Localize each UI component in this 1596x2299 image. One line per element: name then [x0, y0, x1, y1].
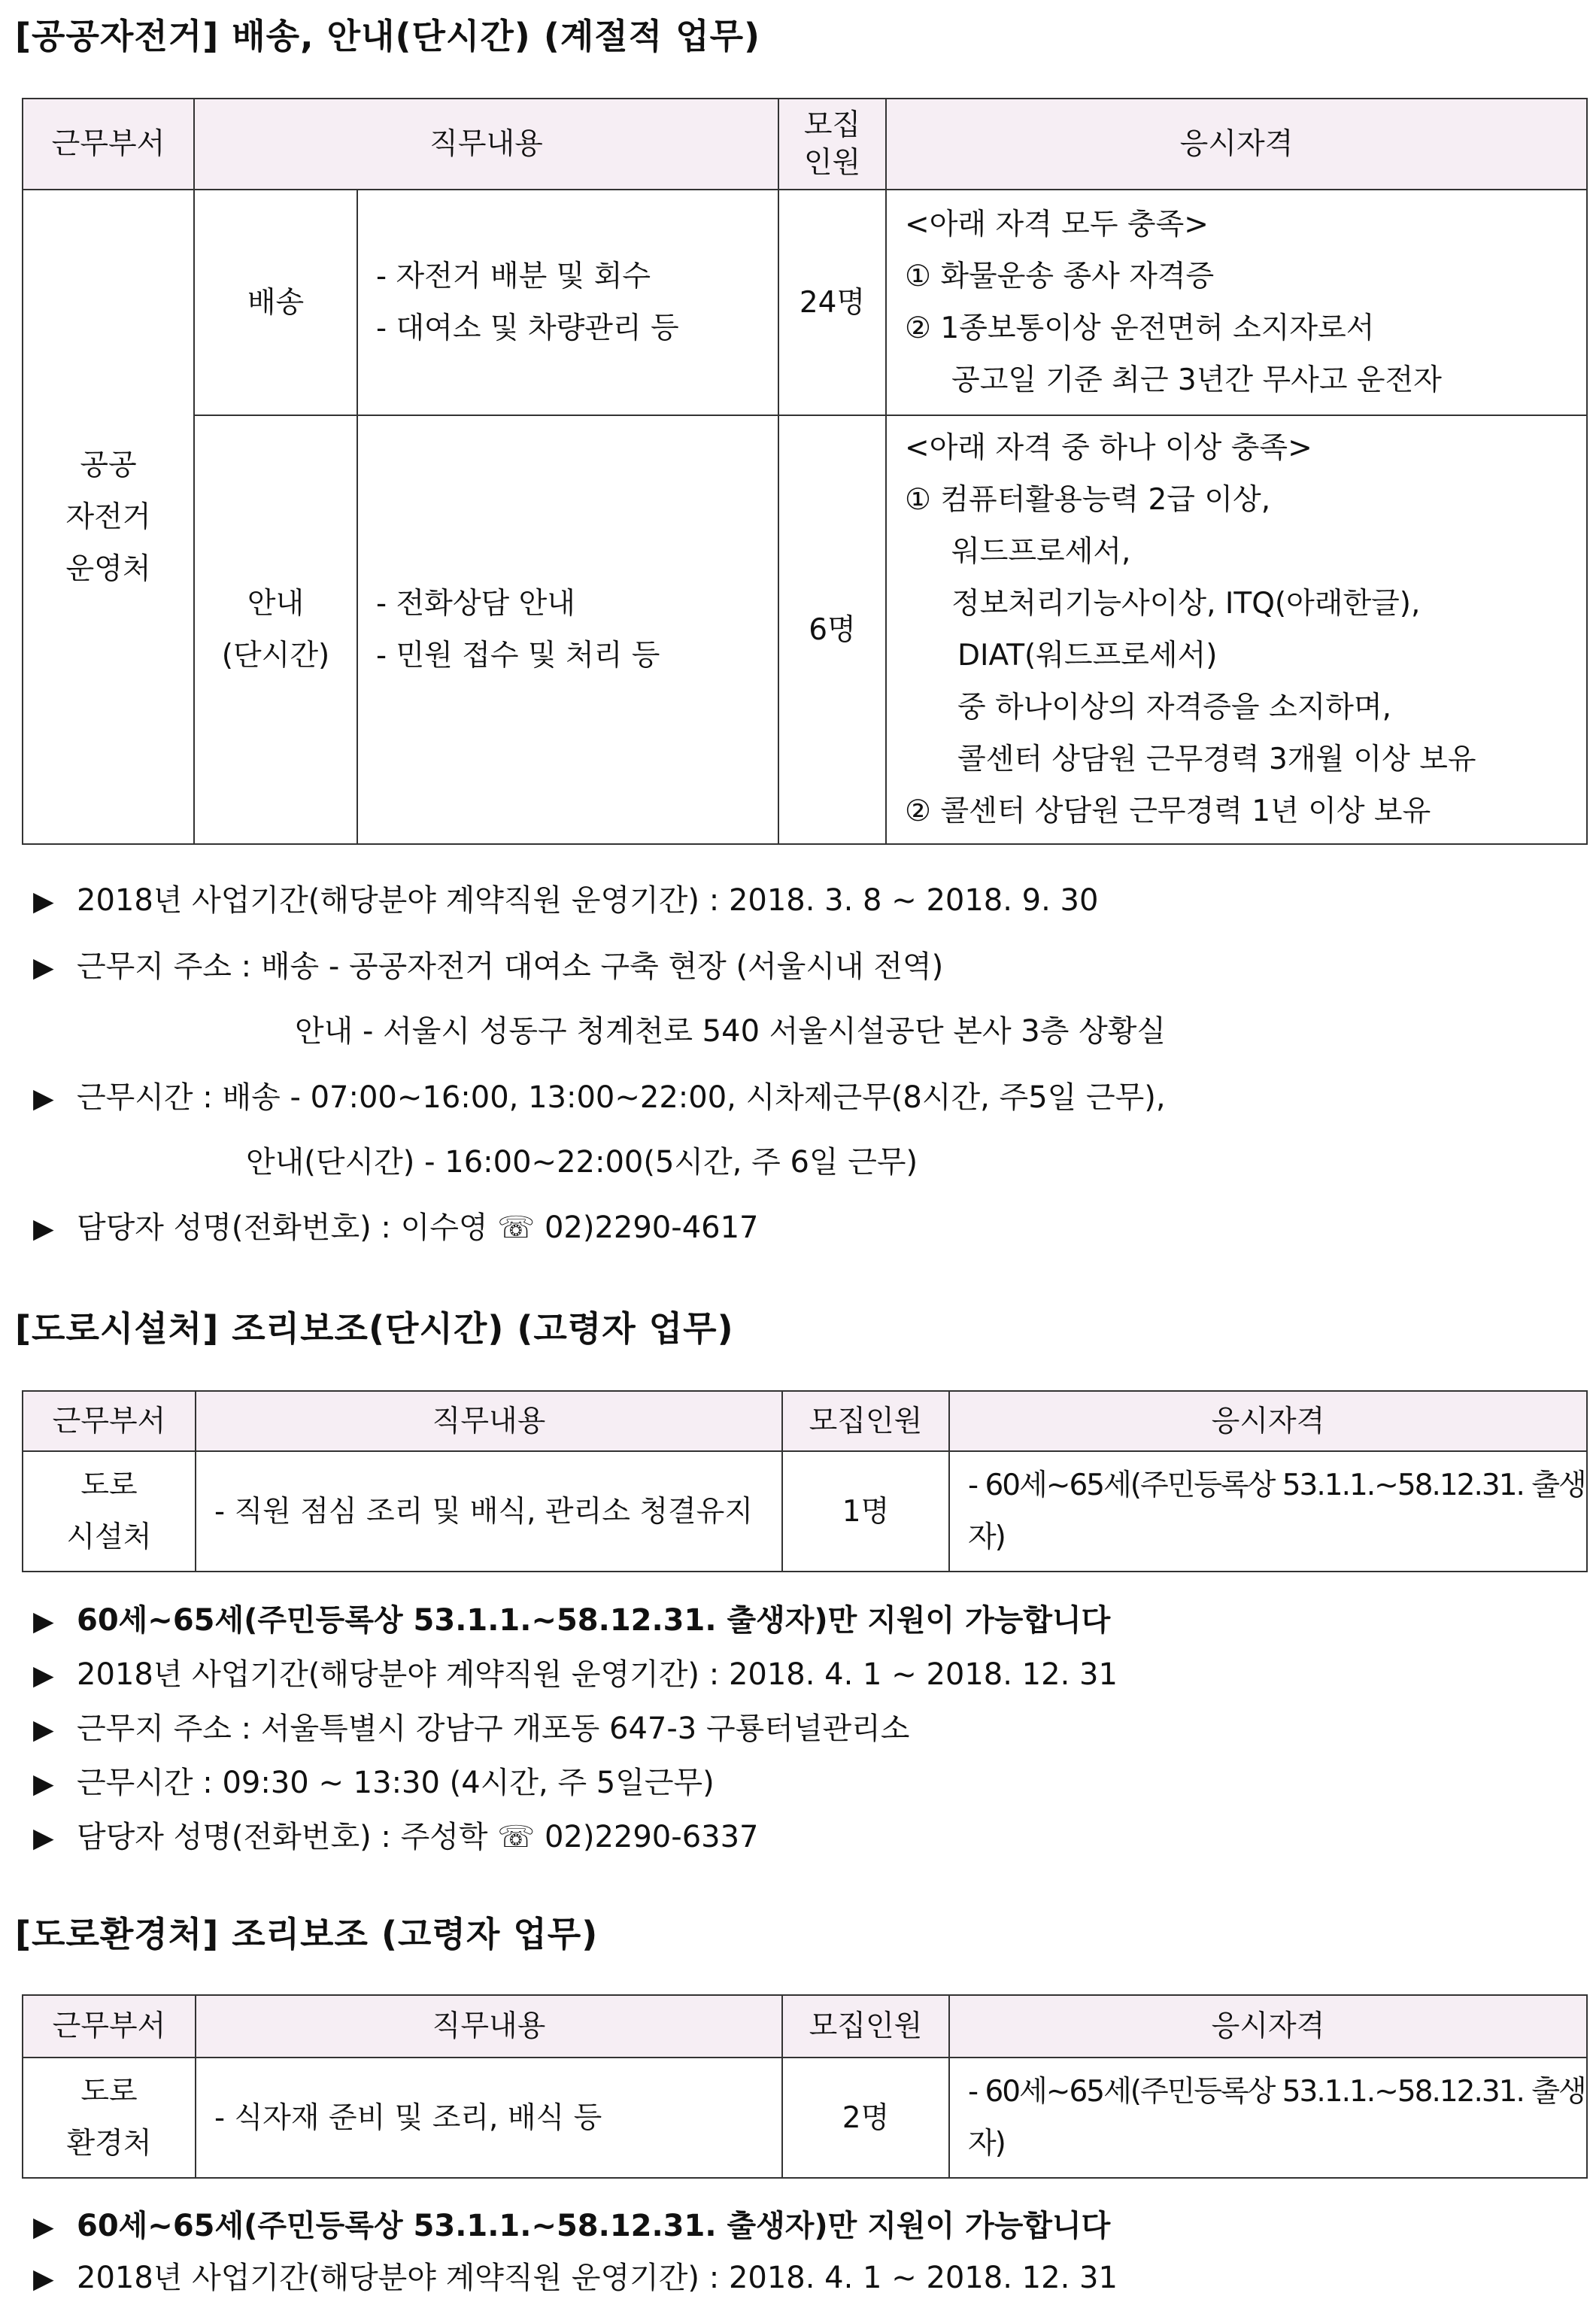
- qual-cell: - 60세~65세(주민등록상 53.1.1.~58.12.31. 출생자): [949, 1451, 1587, 1572]
- triangle-bullet-icon: ▶: [33, 952, 54, 983]
- recruitment-table: [22, 98, 1588, 845]
- header-count: 모집인원: [782, 1391, 949, 1451]
- note-item: ▶ 2018년 사업기간(해당분야 계약직원 운영기간) : 2018. 4. 1 ~ 2018. 12. 31: [33, 2261, 1118, 2295]
- header-row: [23, 99, 1587, 190]
- note-item: ▶ 60세~65세(주민등록상 53.1.1.~58.12.31. 출생자)만 지원이 가능합니다: [33, 2209, 1111, 2243]
- table-row: [23, 1451, 1587, 1572]
- note-item: ▶ 근무시간 : 09:30 ~ 13:30 (4시간, 주 5일근무): [33, 1766, 715, 1800]
- note-item: ▶ 60세~65세(주민등록상 53.1.1.~58.12.31. 출생자)만 지원이 가능합니다: [33, 1603, 1111, 1638]
- table-row: [23, 190, 1587, 415]
- note-item: ▶ 근무시간 : 배송 - 07:00~16:00, 13:00~22:00, 시차제근무(8시간, 주5일 근무),: [33, 1080, 1166, 1115]
- note-item: ▶ 2018년 사업기간(해당분야 계약직원 운영기간) : 2018. 4. 1 ~ 2018. 12. 31: [33, 1657, 1118, 1692]
- qual-cell: - 60세~65세(주민등록상 53.1.1.~58.12.31. 출생자): [949, 2058, 1587, 2178]
- triangle-bullet-icon: ▶: [33, 1660, 54, 1691]
- qual-cell: <아래 자격 중 하나 이상 충족> ① 컴퓨터활용능력 2급 이상, 워드프로세서, 정보처리기능사이상, ITQ(아래한글), DIAT(워드프로세서) 중 하나이상의 자격증을 소지하며, 콜센터 상담원 근무경력 3개월 이상 보유 ② 콜센터 상담원 근무경력 1년 이상 보유: [886, 415, 1587, 844]
- count-cell: 1명: [782, 1451, 949, 1572]
- header-row: [23, 1391, 1587, 1451]
- section-title: [도로환경처] 조리보조 (고령자 업무): [15, 1914, 599, 1954]
- header-duty: 직무내용: [196, 1995, 782, 2058]
- table-row: [23, 2058, 1587, 2178]
- role-cell: 배송: [194, 190, 357, 415]
- recruitment-table: [22, 1994, 1588, 2179]
- duty-cell: - 식자재 준비 및 조리, 배식 등: [196, 2058, 782, 2178]
- header-duty: 직무내용: [194, 99, 778, 190]
- note-item: ▶ 담당자 성명(전화번호) : 주성학 ☏ 02)2290-6337: [33, 1820, 759, 1854]
- duty-cell: - 직원 점심 조리 및 배식, 관리소 청결유지: [196, 1451, 782, 1572]
- triangle-bullet-icon: ▶: [33, 1769, 54, 1799]
- dept-cell: 도로 시설처: [23, 1451, 196, 1572]
- count-cell: 24명: [778, 190, 886, 415]
- header-count: 모집인원: [782, 1995, 949, 2058]
- dept-cell: 도로 환경처: [23, 2058, 196, 2178]
- count-cell: 2명: [782, 2058, 949, 2178]
- note-item: ▶ 근무지 주소 : 배송 - 공공자전거 대여소 구축 현장 (서울시내 전역): [33, 949, 944, 984]
- note-item: ▶ 2018년 사업기간(해당분야 계약직원 운영기간) : 2018. 3. 8 ~ 2018. 9. 30: [33, 883, 1099, 918]
- triangle-bullet-icon: ▶: [33, 1213, 54, 1244]
- triangle-bullet-icon: ▶: [33, 1083, 54, 1114]
- duty-cell: - 자전거 배분 및 회수 - 대여소 및 차량관리 등: [357, 190, 778, 415]
- section-title: [도로시설처] 조리보조(단시간) (고령자 업무): [15, 1308, 734, 1349]
- triangle-bullet-icon: ▶: [33, 886, 54, 917]
- note-continuation: 안내 - 서울시 성동구 청계천로 540 서울시설공단 본사 3층 상황실: [295, 1014, 1167, 1049]
- triangle-bullet-icon: ▶: [33, 1606, 54, 1637]
- triangle-bullet-icon: ▶: [33, 2212, 54, 2243]
- dept-cell: 공공 자전거 운영처: [23, 190, 194, 844]
- header-dept: 근무부서: [23, 99, 194, 190]
- header-dept: 근무부서: [23, 1995, 196, 2058]
- triangle-bullet-icon: ▶: [33, 2264, 54, 2294]
- header-row: [23, 1995, 1587, 2058]
- header-qual: 응시자격: [886, 99, 1587, 190]
- note-continuation: 안내(단시간) - 16:00~22:00(5시간, 주 6일 근무): [246, 1145, 918, 1180]
- table-row: [23, 415, 1587, 844]
- note-item: ▶ 근무지 주소 : 서울특별시 강남구 개포동 647-3 구룡터널관리소: [33, 1711, 910, 1746]
- header-duty: 직무내용: [196, 1391, 782, 1451]
- role-cell: 안내 (단시간): [194, 415, 357, 844]
- header-count: 모집 인원: [778, 99, 886, 190]
- qual-cell: <아래 자격 모두 충족> ① 화물운송 종사 자격증 ② 1종보통이상 운전면허 소지자로서 공고일 기준 최근 3년간 무사고 운전자: [886, 190, 1587, 415]
- header-dept: 근무부서: [23, 1391, 196, 1451]
- header-qual: 응시자격: [949, 1995, 1587, 2058]
- count-cell: 6명: [778, 415, 886, 844]
- section-title: [공공자전거] 배송, 안내(단시간) (계절적 업무): [15, 16, 761, 56]
- triangle-bullet-icon: ▶: [33, 1714, 54, 1745]
- triangle-bullet-icon: ▶: [33, 1823, 54, 1854]
- recruitment-table: [22, 1390, 1588, 1572]
- note-item: ▶ 담당자 성명(전화번호) : 이수영 ☏ 02)2290-4617: [33, 1210, 759, 1245]
- header-qual: 응시자격: [949, 1391, 1587, 1451]
- duty-cell: - 전화상담 안내 - 민원 접수 및 처리 등: [357, 415, 778, 844]
